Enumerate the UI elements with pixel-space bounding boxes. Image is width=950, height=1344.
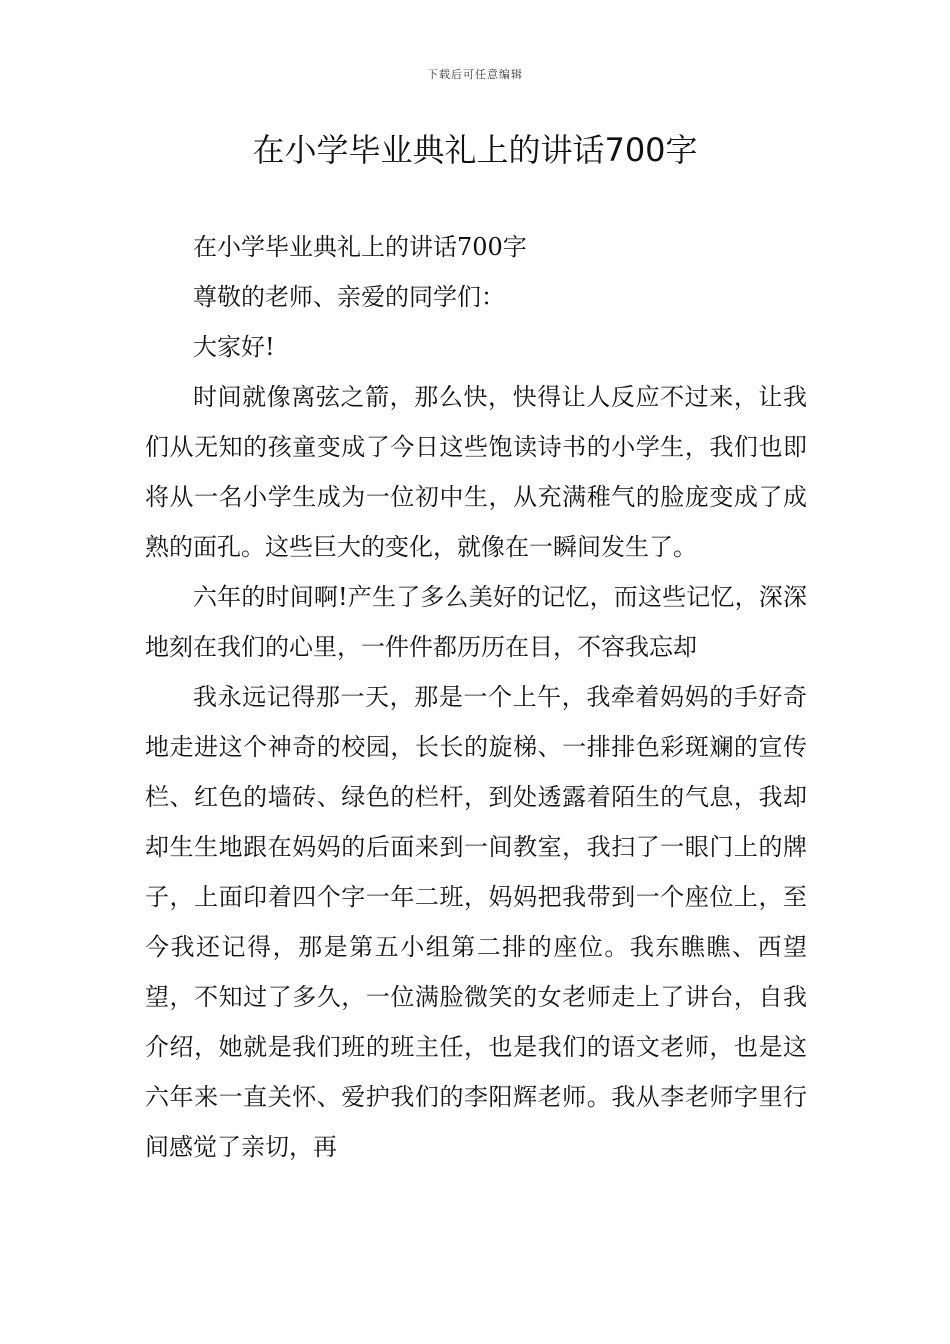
paragraph-salutation: 尊敬的老师、亲爱的同学们： [193, 283, 505, 311]
document-body [145, 222, 807, 1172]
paragraph-body: 我永远记得那一天，那是一个上午，我牵着妈妈的手好奇地走进这个神奇的校园，长长的旋梯、一排排色彩斑斓的宣传栏、红色的墙砖、绿色的栏杆，到处透露着陌生的气息，我却却生生地跟在妈妈的后面来到一间教室，我扫了一眼门上的牌子，上面印着四个字一年二班，妈妈把我带到一个座位上，至今我还记得，那是第五小组第二排的座位。我东瞧瞧、西望望，不知过了多久，一位满脸微笑的女老师走上了讲台，自我介绍，她就是我们班的班主任，也是我们的语文老师，也是这六年来一直关怀、爱护我们的李阳辉老师。我从李老师字里行间感觉了亲切，再 [145, 683, 807, 1161]
paragraph-body: 六年的时间啊!产生了多么美好的记忆，而这些记忆，深深地刻在我们的心里，一件件都历历在目，不容我忘却 [145, 583, 807, 661]
header-note: 下载后可任意编辑 [427, 68, 523, 81]
paragraph-greeting: 大家好! [193, 333, 275, 361]
document-title: 在小学毕业典礼上的讲话700字 [252, 131, 698, 169]
paragraph-body: 时间就像离弦之箭，那么快，快得让人反应不过来，让我们从无知的孩童变成了今日这些饱读诗书的小学生，我们也即将从一名小学生成为一位初中生，从充满稚气的脸庞变成了成熟的面孔。这些巨大的变化，就像在一瞬间发生了。 [145, 383, 807, 561]
paragraph-subtitle: 在小学毕业典礼上的讲话700字 [193, 233, 527, 261]
